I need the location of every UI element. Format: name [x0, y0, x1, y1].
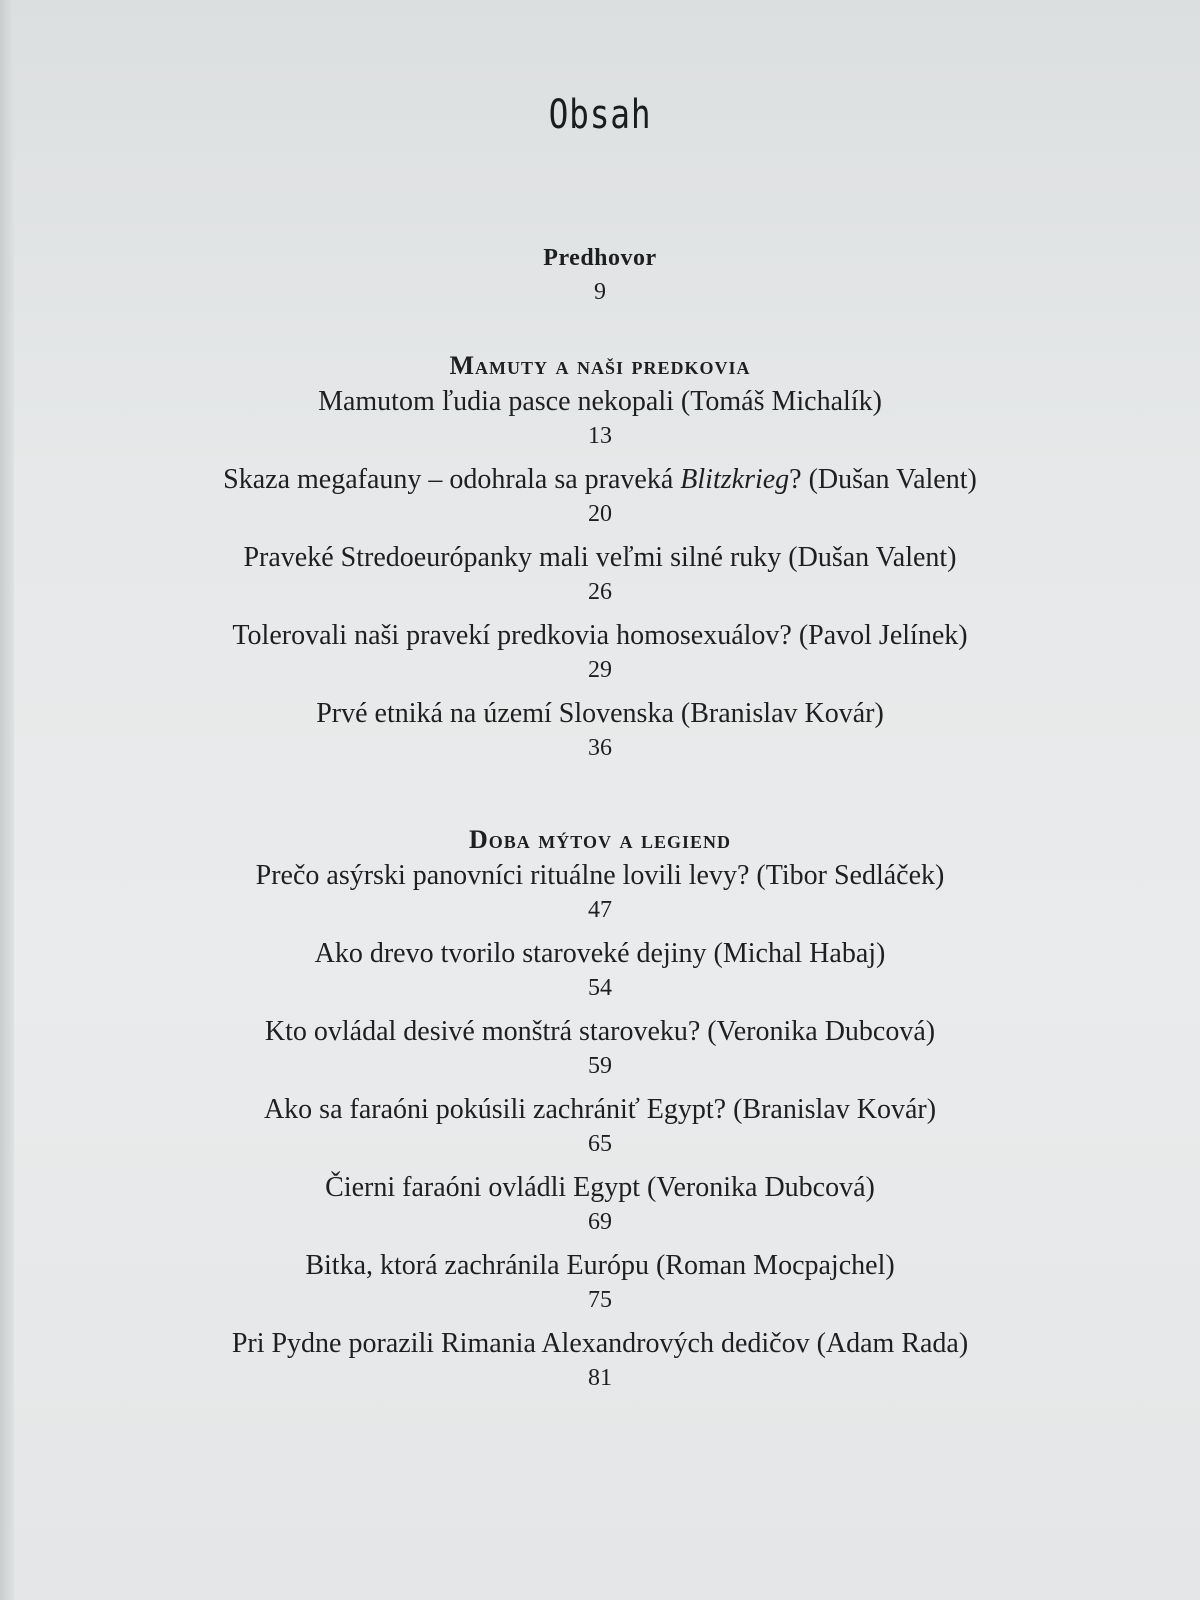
entry-title-part: ? (Dušan Valent)	[789, 464, 977, 495]
entry-title: Pri Pydne porazili Rimania Alexandrových dedičov (Adam Rada)	[231, 1328, 969, 1359]
preface-heading: Predhovor	[543, 245, 657, 271]
toc-entry	[0, 858, 1200, 926]
entry-title-italic: Blitzkrieg	[680, 464, 790, 495]
entry-page-number: 75	[588, 1287, 612, 1313]
preface-section	[0, 240, 1200, 308]
entry-title: Tolerovali naši pravekí predkovia homosexuálov? (Pavol Jelínek)	[232, 620, 968, 651]
entry-page-number: 47	[588, 897, 612, 923]
entry-page-number: 29	[588, 657, 612, 683]
preface-page-number: 9	[594, 279, 606, 305]
toc-entry	[0, 618, 1200, 686]
entry-page-number: 65	[588, 1131, 612, 1157]
entry-page-number: 81	[588, 1365, 612, 1391]
entry-page-number: 36	[588, 735, 612, 761]
toc-entry	[0, 1170, 1200, 1238]
entry-page-number: 69	[588, 1209, 612, 1235]
toc-entry	[0, 1248, 1200, 1316]
entry-page-number: 26	[588, 579, 612, 605]
toc-entry	[0, 696, 1200, 764]
entry-page-number: 13	[588, 423, 612, 449]
toc-entry	[0, 1092, 1200, 1160]
page-title: Obsah	[548, 92, 652, 138]
entry-page-number: 54	[588, 975, 612, 1001]
section-mamuty	[0, 348, 1200, 764]
entry-title: Bitka, ktorá zachránila Európu (Roman Mocpajchel)	[305, 1250, 895, 1281]
entry-page-number: 20	[588, 501, 612, 527]
table-of-contents	[0, 240, 1200, 1404]
entry-title: Praveké Stredoeurópanky mali veľmi silné ruky (Dušan Valent)	[243, 542, 957, 573]
entry-title	[0, 462, 1200, 498]
entry-title: Prečo asýrski panovníci rituálne lovili levy? (Tibor Sedláček)	[255, 860, 945, 891]
entry-title: Kto ovládal desivé monštrá staroveku? (Veronika Dubcová)	[264, 1016, 936, 1047]
entry-page-number: 59	[588, 1053, 612, 1079]
toc-entry	[0, 936, 1200, 1004]
entry-title: Ako sa faraóni pokúsili zachrániť Egypt? (Branislav Kovár)	[263, 1094, 937, 1125]
toc-entry	[0, 462, 1200, 530]
toc-entry	[0, 1326, 1200, 1394]
entry-title-part: Skaza megafauny – odohrala sa praveká	[223, 464, 681, 495]
section-heading: Doba mýtov a legiend	[469, 825, 731, 854]
entry-title: Prvé etniká na území Slovenska (Branislav Kovár)	[316, 698, 884, 729]
toc-entry	[0, 540, 1200, 608]
section-heading: Mamuty a naši predkovia	[449, 351, 751, 380]
entry-title: Čierni faraóni ovládli Egypt (Veronika Dubcová)	[325, 1172, 875, 1203]
entry-title: Ako drevo tvorilo staroveké dejiny (Michal Habaj)	[314, 938, 886, 969]
entry-title: Mamutom ľudia pasce nekopali (Tomáš Michalík)	[318, 386, 882, 417]
section-doba-mytov	[0, 822, 1200, 1394]
toc-entry	[0, 1014, 1200, 1082]
toc-entry	[0, 384, 1200, 452]
